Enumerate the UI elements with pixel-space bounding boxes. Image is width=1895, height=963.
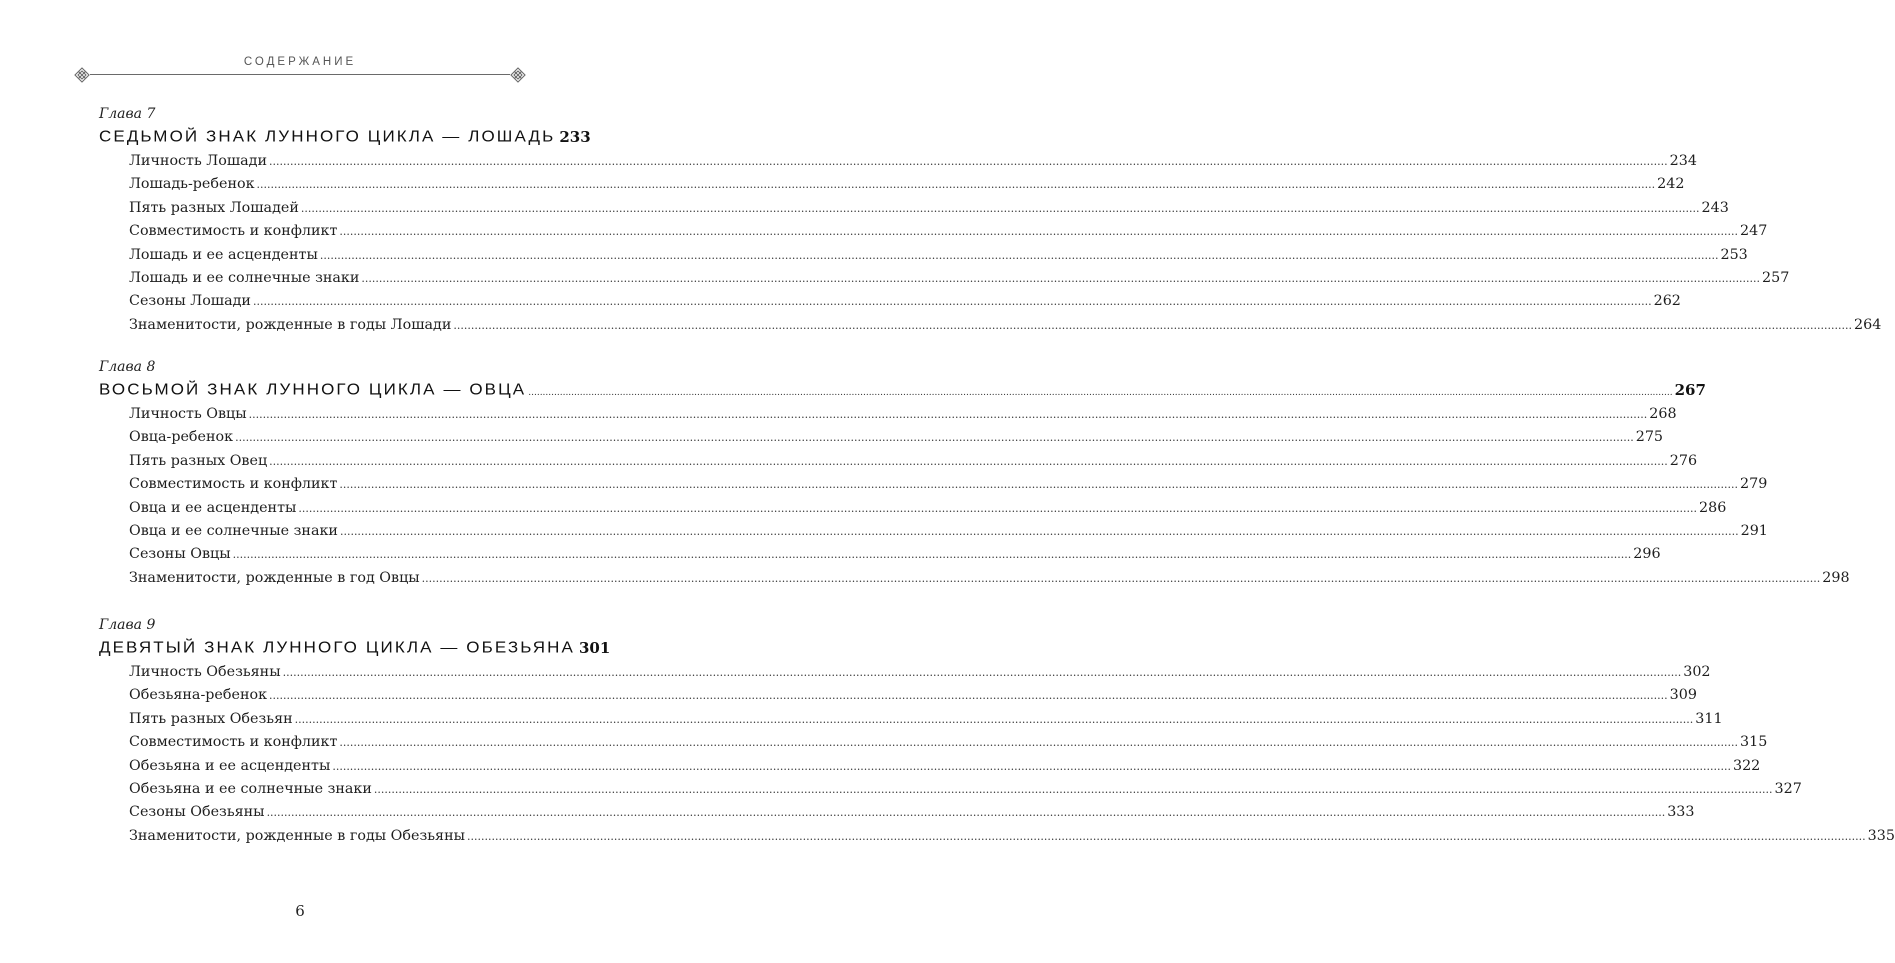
chapter-label: Глава 7: [99, 106, 156, 122]
toc-entry-title: Личность Обезьяны: [129, 664, 281, 680]
header-title: СОДЕРЖАНИЕ: [243, 56, 357, 68]
chapter-title-row-page: 233: [559, 128, 591, 146]
toc-entry[interactable]: [99, 290, 1681, 313]
toc-entry-title: Пять разных Овец: [129, 452, 268, 469]
toc-entry-title: Сезоны Обезьяны: [129, 804, 265, 821]
dot-leader: ................................................................................................................................................................................................................................................................................................................................................................................................................: [421, 571, 1821, 585]
toc-entry-title: Знаменитости, рожденные в годы Обезьяны: [129, 827, 465, 844]
toc-entry-page: 257: [1762, 269, 1790, 286]
toc-entry-page: 302: [1683, 664, 1711, 680]
toc-entry-page: 322: [1732, 757, 1761, 774]
toc-entry-page: 309: [1669, 687, 1697, 704]
chapter-title-row-title: ВОСЬМОЙ ЗНАК ЛУННОГО ЦИКЛА — ОВЦА: [99, 380, 527, 399]
toc-entry-page: 276: [1669, 452, 1698, 469]
toc-entry[interactable]: [99, 543, 1661, 566]
dot-leader: ................................................................................................................................................................................................................................................................................................................................................................................................................: [268, 155, 1668, 168]
toc-entry-page: 298: [1822, 569, 1850, 586]
dot-leader: ................................................................................................................................................................................................................................................................................................................................................................................................................: [248, 408, 1648, 421]
toc-entry[interactable]: [99, 473, 1768, 496]
toc-entry[interactable]: [99, 150, 1697, 173]
toc-entry[interactable]: [99, 684, 1697, 707]
toc-entry-title: Сезоны Овцы: [129, 546, 231, 563]
toc-entry-title: Овца и ее солнечные знаки: [129, 522, 338, 539]
toc-entry-page: 234: [1669, 153, 1697, 169]
toc-entry-title: Обезьяна и ее асценденты: [129, 757, 331, 774]
dot-leader: ................................................................................................................................................................................................................................................................................................................................................................................................................: [332, 759, 1731, 773]
toc-entry-title: Личность Овцы: [129, 406, 247, 422]
dot-leader: ................................................................................................................................................................................................................................................................................................................................................................................................................: [252, 295, 1652, 309]
dot-leader: ................................................................................................................................................................................................................................................................................................................................................................................................................: [266, 806, 1666, 820]
dot-leader: ................................................................................................................................................................................................................................................................................................................................................................................................................: [339, 225, 1739, 239]
chapter-title-row-title: СЕДЬМОЙ ЗНАК ЛУННОГО ЦИКЛА — ЛОШАДЬ: [99, 127, 556, 146]
toc-entry-title: Овца-ребенок: [129, 429, 234, 446]
dot-leader: ................................................................................................................................................................................................................................................................................................................................................................................................................: [256, 178, 1656, 192]
dot-leader: ................................................................................................................................................................................................................................................................................................................................................................................................................: [298, 501, 1698, 515]
toc-entry[interactable]: [99, 244, 1748, 267]
page-number: 6: [295, 902, 305, 920]
toc-entry[interactable]: [99, 497, 1727, 520]
toc-entry-page: 291: [1740, 522, 1768, 539]
chapter-label: Глава 9: [99, 617, 156, 633]
rule-line: [90, 74, 510, 75]
toc-entry-title: Знаменитости, рожденные в год Овцы: [129, 569, 420, 586]
dot-leader: ................................................................................................................................................................................................................................................................................................................................................................................................................: [339, 478, 1739, 492]
toc-entry[interactable]: [99, 450, 1698, 473]
toc-entry-page: 275: [1635, 429, 1664, 446]
toc-entry-title: Пять разных Обезьян: [129, 710, 293, 727]
toc-entry-page: 286: [1699, 499, 1727, 516]
toc-entry[interactable]: [99, 220, 1768, 243]
toc-entry[interactable]: [99, 708, 1723, 731]
dot-leader: ................................................................................................................................................................................................................................................................................................................................................................................................................: [373, 782, 1773, 796]
dot-leader: ................................................................................................................................................................................................................................................................................................................................................................................................................: [282, 666, 1682, 679]
toc-entry-page: 327: [1774, 780, 1802, 797]
dot-leader: ................................................................................................................................................................................................................................................................................................................................................................................................................: [339, 524, 1739, 538]
toc-entry[interactable]: [99, 173, 1685, 196]
toc-entry-title: Лошадь и ее солнечные знаки: [129, 269, 360, 286]
toc-entry-page: 253: [1720, 246, 1748, 263]
chapter-block: [99, 357, 1850, 590]
toc-entry[interactable]: [99, 778, 1802, 801]
toc-entry-title: Обезьяна и ее солнечные знаки: [129, 780, 372, 797]
dot-leader: ................................................................................................................................................................................................................................................................................................................................................................................................................: [319, 248, 1719, 262]
chapter-title-row-page: 267: [1674, 381, 1706, 399]
toc-entry-title: Овца и ее асценденты: [129, 499, 297, 516]
endless-knot-icon: [510, 67, 526, 83]
toc-entry[interactable]: [99, 801, 1695, 824]
toc-entry[interactable]: [99, 314, 1882, 337]
toc-entry[interactable]: [99, 267, 1790, 290]
dot-leader: ................................................................................................................................................................................................................................................................................................................................................................................................................: [269, 454, 1668, 468]
toc-entry-page: 333: [1667, 804, 1695, 821]
toc-entry[interactable]: [99, 426, 1664, 449]
toc-entry-title: Лошадь-ребенок: [129, 176, 255, 193]
chapter-block: [99, 615, 1895, 848]
toc-entry-page: 243: [1701, 199, 1729, 216]
dot-leader: ................................................................................................................................................................................................................................................................................................................................................................................................................: [361, 271, 1761, 285]
toc-entry-title: Личность Лошади: [129, 153, 267, 169]
toc-entry-title: Совместимость и конфликт: [129, 223, 338, 240]
dot-leader: ................................................................................................................................................................................................................................................................................................................................................................................................................: [339, 736, 1739, 750]
toc-entry-page: 268: [1649, 406, 1677, 422]
dot-leader: ................................................................................................................................................................................................................................................................................................................................................................................................................: [453, 318, 1853, 332]
toc-entry[interactable]: [99, 197, 1729, 220]
dot-leader: ................................................................................................................................................................................................................................................................................................................................................................................................................: [232, 548, 1632, 562]
dot-leader: ................................................................................................................................................................................................................................................................................................................................................................................................................: [269, 689, 1668, 703]
toc-entry[interactable]: [99, 755, 1761, 778]
toc-entry[interactable]: [99, 731, 1768, 754]
chapter-title-row-page: 301: [578, 639, 611, 657]
toc-entry-title: Пять разных Лошадей: [129, 199, 299, 216]
chapter-title-row[interactable]: [99, 124, 591, 150]
chapter-block: [99, 104, 1882, 337]
toc-entry-title: Знаменитости, рожденные в годы Лошади: [129, 316, 452, 333]
header-rule: [74, 66, 526, 84]
dot-leader: ................................................................................................................................................................................................................................................................................................................................................................................................................: [300, 201, 1700, 215]
toc-entry[interactable]: [99, 825, 1895, 848]
dot-leader: ................................................................................................................................................................................................................................................................................................................................................................................................................: [294, 712, 1694, 726]
dot-leader: ................................................................................................................................................................................................................................................................................................................................................................................................................: [466, 829, 1866, 843]
toc-entry-page: 247: [1740, 223, 1768, 240]
toc-entry-title: Лошадь и ее асценденты: [129, 246, 318, 263]
endless-knot-icon: [74, 67, 90, 83]
toc-entry[interactable]: [99, 567, 1850, 590]
toc-entry[interactable]: [99, 520, 1768, 543]
toc-entry-page: 311: [1695, 710, 1723, 727]
chapter-title-row[interactable]: [99, 635, 611, 661]
toc-entry-page: 242: [1657, 176, 1685, 193]
toc-entry-title: Совместимость и конфликт: [129, 476, 338, 493]
toc-entry-title: Совместимость и конфликт: [129, 734, 338, 751]
toc-entry[interactable]: [99, 661, 1711, 684]
dot-leader: ................................................................................................................................................................................................................................................................................................................................................................................................................: [528, 388, 1673, 398]
toc-entry-page: 315: [1740, 734, 1768, 751]
toc-entry-page: 262: [1653, 293, 1681, 310]
toc-entry-page: 335: [1867, 827, 1895, 844]
dot-leader: ................................................................................................................................................................................................................................................................................................................................................................................................................: [235, 431, 1634, 445]
toc-entry-title: Сезоны Лошади: [129, 293, 251, 310]
chapter-label: Глава 8: [99, 359, 156, 375]
toc-entry-title: Обезьяна-ребенок: [129, 687, 268, 704]
toc-entry-page: 279: [1740, 476, 1768, 493]
toc-entry[interactable]: [99, 403, 1677, 426]
toc-entry-page: 296: [1633, 546, 1661, 563]
chapter-title-row[interactable]: [99, 377, 1706, 403]
chapter-title-row-title: ДЕВЯТЫЙ ЗНАК ЛУННОГО ЦИКЛА — ОБЕЗЬЯНА: [99, 638, 575, 657]
toc-entry-page: 264: [1854, 316, 1882, 333]
